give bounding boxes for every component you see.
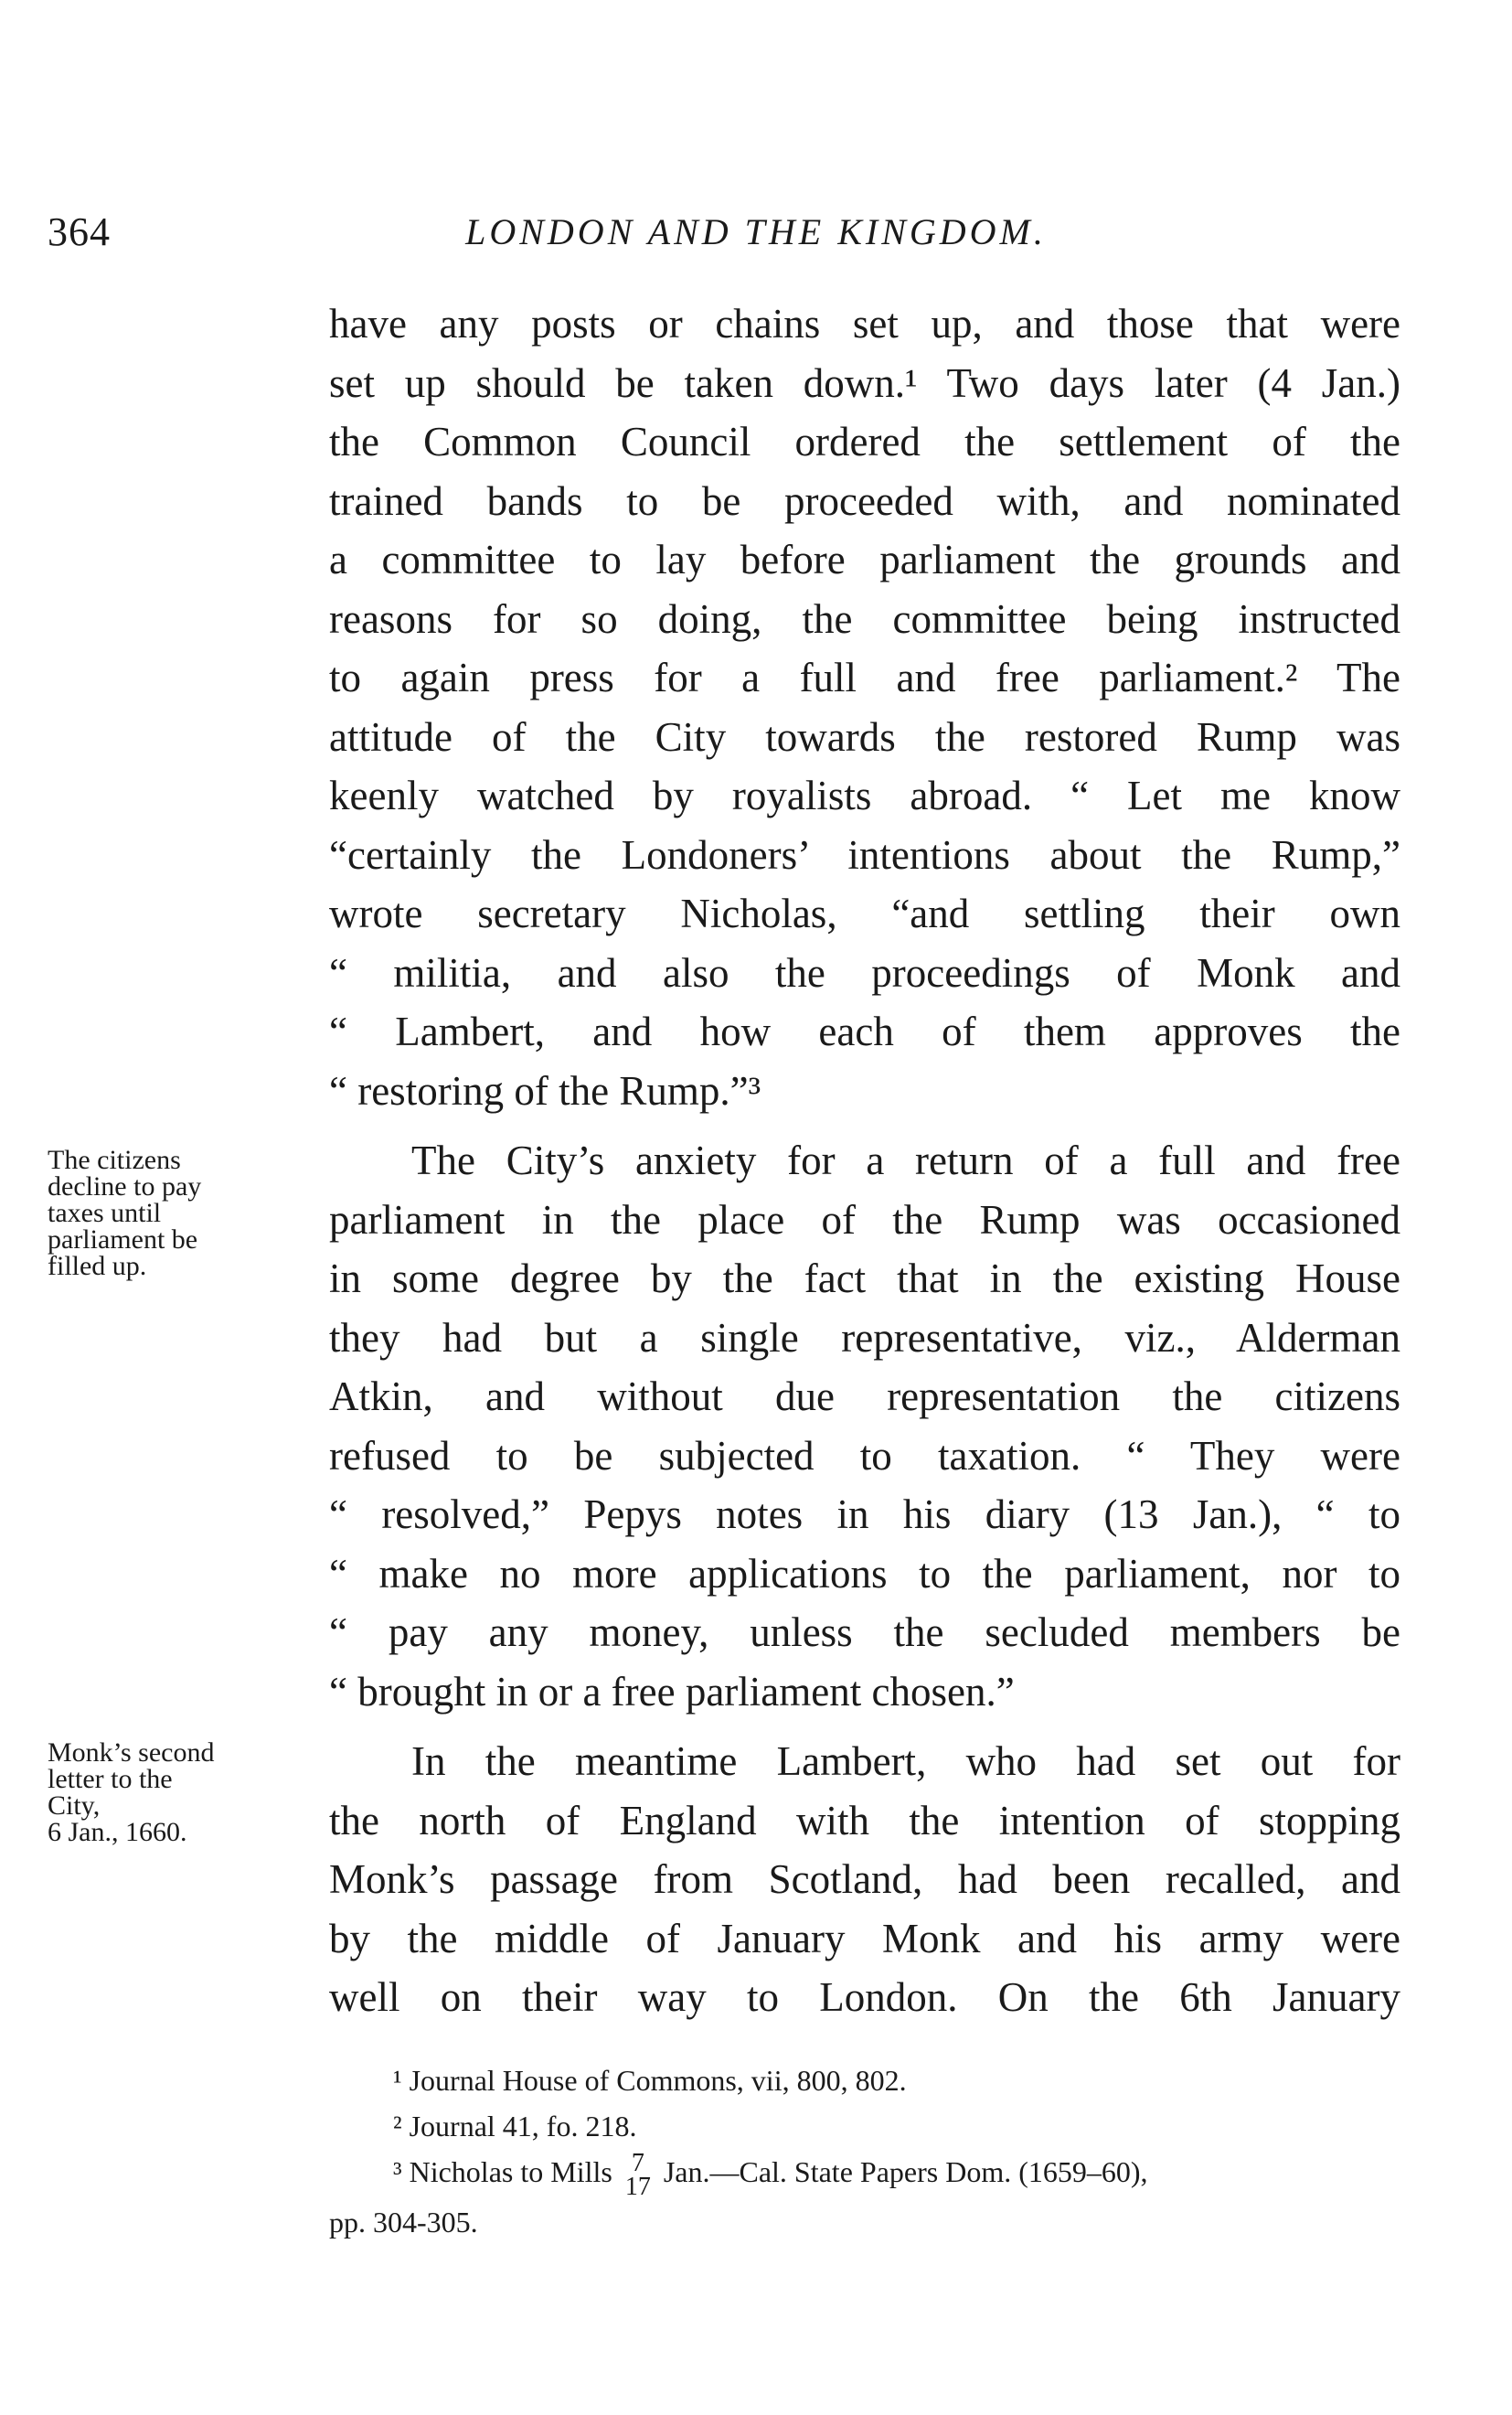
- text-line: The City’s anxiety for a return of a full and free: [411, 1138, 1400, 1183]
- sidenote-line: filled up.: [48, 1251, 147, 1281]
- fraction-bottom: 17: [624, 2172, 651, 2201]
- sidenote-line: 6 Jan., 1660.: [48, 1817, 187, 1847]
- footnotes: [329, 2057, 1400, 2245]
- text-line: “ brought in or a free parliament chosen.”: [329, 1668, 1015, 1715]
- footnote-2: ² Journal 41, fo. 218.: [393, 2110, 637, 2143]
- text-line: set up should be taken down.¹ Two days later (4 Jan.): [329, 359, 1400, 406]
- text-line: have any posts or chains set up, and those that were: [329, 301, 1400, 347]
- text-line: in some degree by the fact that in the existing House: [329, 1256, 1400, 1301]
- text-line: keenly watched by royalists abroad. “ Let me know: [329, 773, 1400, 818]
- sidenote-citizens: [48, 1147, 313, 1279]
- running-title: LONDON AND THE KINGDOM.: [465, 211, 1047, 252]
- text-line: parliament in the place of the Rump was occasioned: [329, 1196, 1400, 1243]
- text-line: Atkin, and without due representation the citizens: [329, 1373, 1400, 1419]
- text-line: the north of England with the intention of stopping: [329, 1797, 1400, 1843]
- text-line: the Common Council ordered the settlement of the: [329, 419, 1400, 465]
- sidenote-monk: [48, 1739, 313, 1845]
- text-line: “ militia, and also the proceedings of Monk and: [329, 949, 1400, 996]
- paragraph-1: [329, 294, 1400, 1120]
- text-line: Monk’s passage from Scotland, had been recalled, and: [329, 1856, 1400, 1902]
- text-line: In the meantime Lambert, who had set out for: [411, 1738, 1400, 1784]
- paragraph-3: [329, 1732, 1400, 2027]
- sidenote-line: The citizens: [48, 1145, 181, 1175]
- text-line: “certainly the Londoners’ intentions about the Rump,”: [329, 831, 1400, 878]
- text-line: “ restoring of the Rump.”³: [329, 1067, 761, 1114]
- footnote-1: ¹ Journal House of Commons, vii, 800, 802.: [393, 2064, 907, 2097]
- page-number: 364: [48, 209, 111, 254]
- text-line: “ make no more applications to the parliament, nor to: [329, 1550, 1400, 1597]
- text-line: reasons for so doing, the committee being instructed: [329, 595, 1400, 642]
- sidenote-line: City,: [48, 1790, 101, 1821]
- footnote-3-text-rest: Jan.—Cal. State Papers Dom. (1659–60),: [663, 2155, 1148, 2188]
- text-line: “ pay any money, unless the secluded members be: [329, 1609, 1400, 1655]
- fraction-top: 7: [631, 2148, 644, 2177]
- text-line: “ Lambert, and how each of them approves the: [329, 1009, 1400, 1054]
- text-line: trained bands to be proceeded with, and nominated: [329, 477, 1400, 524]
- footnote-3: [329, 2149, 1400, 2199]
- text-line: by the middle of January Monk and his army were: [329, 1915, 1400, 1961]
- footnote-3-continuation: pp. 304-305.: [329, 2205, 478, 2239]
- footnote-3-text: ³ Nicholas to Mills: [393, 2155, 612, 2188]
- sidenote-line: Monk’s second: [48, 1737, 215, 1768]
- date-fraction: [624, 2148, 651, 2201]
- text-line: well on their way to London. On the 6th January: [329, 1974, 1400, 2020]
- text-line: they had but a single representative, viz., Alderman: [329, 1314, 1400, 1361]
- body-text: [329, 294, 1400, 2027]
- paragraph-2: [329, 1131, 1400, 1721]
- text-line: attitude of the City towards the restored Rump was: [329, 713, 1400, 760]
- text-line: wrote secretary Nicholas, “and settling their own: [329, 891, 1400, 936]
- sidenote-line: parliament be: [48, 1224, 198, 1255]
- text-line: refused to be subjected to taxation. “ They were: [329, 1432, 1400, 1479]
- text-line: to again press for a full and free parliament.² The: [329, 655, 1400, 700]
- sidenote-line: letter to the: [48, 1764, 173, 1794]
- text-line: “ resolved,” Pepys notes in his diary (13 Jan.), “ to: [329, 1491, 1400, 1537]
- text-line: a committee to lay before parliament the grounds and: [329, 537, 1400, 582]
- sidenote-line: decline to pay: [48, 1171, 202, 1202]
- sidenote-line: taxes until: [48, 1198, 162, 1228]
